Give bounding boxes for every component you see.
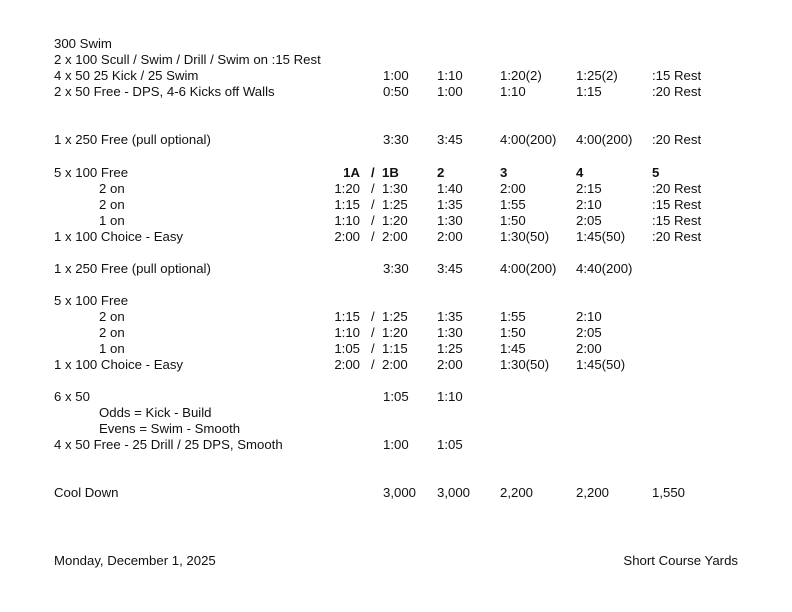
interval-group-3: 1:20(2) (500, 68, 542, 83)
set-description: 6 x 50 (54, 389, 90, 404)
group-header-4: 4 (576, 165, 584, 180)
workout-row (0, 68, 792, 84)
interval-group-1a: 1:15 (334, 197, 360, 212)
total-group-5: 1,550 (652, 485, 686, 500)
workout-row (0, 36, 792, 52)
interval-group-3: 4:00(200) (500, 132, 557, 147)
interval-group-1a: 1:05 (334, 341, 360, 356)
workout-row (0, 52, 792, 68)
workout-row (0, 341, 792, 357)
separator: / (371, 181, 375, 196)
interval-group-4: 4:40(200) (576, 261, 633, 276)
interval-group-1b: 1:20 (382, 325, 408, 340)
interval-group-5: :15 Rest (652, 68, 702, 83)
interval-group-5: :20 Rest (652, 132, 702, 147)
total-group-1: 3,000 (383, 485, 417, 500)
interval-group-4: 2:05 (576, 213, 602, 228)
interval-group-2: 2:00 (437, 229, 463, 244)
interval-group-2: 1:00 (437, 84, 463, 99)
interval-group-4: 2:05 (576, 325, 602, 340)
interval-group-4: 2:10 (576, 197, 602, 212)
interval-group-3: 2:00 (500, 181, 526, 196)
interval-group-1: 0:50 (383, 84, 409, 99)
interval-group-1: 3:30 (383, 261, 409, 276)
workout-row (0, 261, 792, 277)
interval-group-2: 1:30 (437, 213, 463, 228)
interval-group-1a: 1:10 (334, 325, 360, 340)
workout-row (0, 485, 792, 501)
interval-group-3: 1:50 (500, 213, 526, 228)
separator: / (371, 357, 375, 372)
interval-group-3: 1:50 (500, 325, 526, 340)
interval-group-1a: 1:20 (334, 181, 360, 196)
set-description: 2 on (99, 325, 125, 340)
interval-group-1: 1:05 (383, 389, 409, 404)
workout-row (0, 213, 792, 229)
workout-row (0, 165, 792, 181)
interval-group-1b: 1:25 (382, 309, 408, 324)
interval-group-1b: 1:25 (382, 197, 408, 212)
footer-date: Monday, December 1, 2025 (54, 553, 216, 568)
interval-group-4: 2:00 (576, 341, 602, 356)
interval-group-4: 1:45(50) (576, 229, 626, 244)
workout-row (0, 132, 792, 148)
set-description: Odds = Kick - Build (99, 405, 212, 420)
interval-group-4: 1:15 (576, 84, 602, 99)
set-description: 1 x 100 Choice - Easy (54, 229, 184, 244)
separator: / (371, 165, 375, 180)
workout-row (0, 421, 792, 437)
interval-group-4: 4:00(200) (576, 132, 633, 147)
set-description: Cool Down (54, 485, 119, 500)
set-description: 2 on (99, 309, 125, 324)
interval-group-3: 1:30(50) (500, 357, 550, 372)
interval-group-3: 4:00(200) (500, 261, 557, 276)
set-description: 2 x 100 Scull / Swim / Drill / Swim on :15 Rest (54, 52, 321, 67)
group-header-1b: 1B (382, 165, 399, 180)
footer-course: Short Course Yards (623, 553, 738, 568)
total-group-3: 2,200 (500, 485, 534, 500)
interval-group-2: 1:30 (437, 325, 463, 340)
interval-group-3: 1:30(50) (500, 229, 550, 244)
interval-group-3: 1:45 (500, 341, 526, 356)
set-description: 1 x 250 Free (pull optional) (54, 132, 211, 147)
set-description: 1 on (99, 213, 125, 228)
separator: / (371, 197, 375, 212)
workout-row (0, 197, 792, 213)
interval-group-1b: 1:20 (382, 213, 408, 228)
interval-group-2: 1:25 (437, 341, 463, 356)
interval-group-5: :20 Rest (652, 181, 702, 196)
interval-group-3: 1:55 (500, 309, 526, 324)
workout-row (0, 84, 792, 100)
workout-row (0, 389, 792, 405)
interval-group-2: 2:00 (437, 357, 463, 372)
set-description: 2 on (99, 181, 125, 196)
interval-group-2: 1:40 (437, 181, 463, 196)
interval-group-2: 1:10 (437, 389, 463, 404)
workout-row (0, 357, 792, 373)
separator: / (371, 325, 375, 340)
set-description: 5 x 100 Free (54, 165, 129, 180)
set-description: 4 x 50 Free - 25 Drill / 25 DPS, Smooth (54, 437, 283, 452)
group-header-1a: 1A (343, 165, 360, 180)
set-description: 1 on (99, 341, 125, 356)
workout-row (0, 293, 792, 309)
interval-group-2: 1:35 (437, 309, 463, 324)
interval-group-4: 1:25(2) (576, 68, 618, 83)
set-description: 4 x 50 25 Kick / 25 Swim (54, 68, 199, 83)
set-description: 2 x 50 Free - DPS, 4-6 Kicks off Walls (54, 84, 275, 99)
interval-group-1b: 2:00 (382, 229, 408, 244)
separator: / (371, 309, 375, 324)
interval-group-2: 1:35 (437, 197, 463, 212)
interval-group-1b: 1:15 (382, 341, 408, 356)
interval-group-1: 1:00 (383, 68, 409, 83)
total-group-2: 3,000 (437, 485, 471, 500)
group-header-3: 3 (500, 165, 508, 180)
interval-group-5: :20 Rest (652, 229, 702, 244)
interval-group-1: 1:00 (383, 437, 409, 452)
interval-group-4: 2:10 (576, 309, 602, 324)
workout-row (0, 309, 792, 325)
set-description: 1 x 100 Choice - Easy (54, 357, 184, 372)
set-description: 300 Swim (54, 36, 112, 51)
interval-group-1a: 1:10 (334, 213, 360, 228)
interval-group-2: 3:45 (437, 261, 463, 276)
interval-group-5: :20 Rest (652, 84, 702, 99)
interval-group-3: 1:55 (500, 197, 526, 212)
interval-group-2: 1:05 (437, 437, 463, 452)
interval-group-5: :15 Rest (652, 213, 702, 228)
set-description: Evens = Swim - Smooth (99, 421, 241, 436)
interval-group-1: 3:30 (383, 132, 409, 147)
set-description: 5 x 100 Free (54, 293, 129, 308)
group-header-5: 5 (652, 165, 660, 180)
interval-group-2: 3:45 (437, 132, 463, 147)
interval-group-1a: 2:00 (334, 357, 360, 372)
interval-group-4: 1:45(50) (576, 357, 626, 372)
interval-group-2: 1:10 (437, 68, 463, 83)
interval-group-1b: 1:30 (382, 181, 408, 196)
separator: / (371, 341, 375, 356)
separator: / (371, 229, 375, 244)
workout-row (0, 437, 792, 453)
set-description: 2 on (99, 197, 125, 212)
workout-row (0, 405, 792, 421)
workout-row (0, 325, 792, 341)
workout-row (0, 229, 792, 245)
interval-group-1a: 1:15 (334, 309, 360, 324)
separator: / (371, 213, 375, 228)
interval-group-1a: 2:00 (334, 229, 360, 244)
workout-row (0, 181, 792, 197)
set-description: 1 x 250 Free (pull optional) (54, 261, 211, 276)
group-header-2: 2 (437, 165, 445, 180)
interval-group-5: :15 Rest (652, 197, 702, 212)
interval-group-4: 2:15 (576, 181, 602, 196)
interval-group-3: 1:10 (500, 84, 526, 99)
total-group-4: 2,200 (576, 485, 610, 500)
interval-group-1b: 2:00 (382, 357, 408, 372)
